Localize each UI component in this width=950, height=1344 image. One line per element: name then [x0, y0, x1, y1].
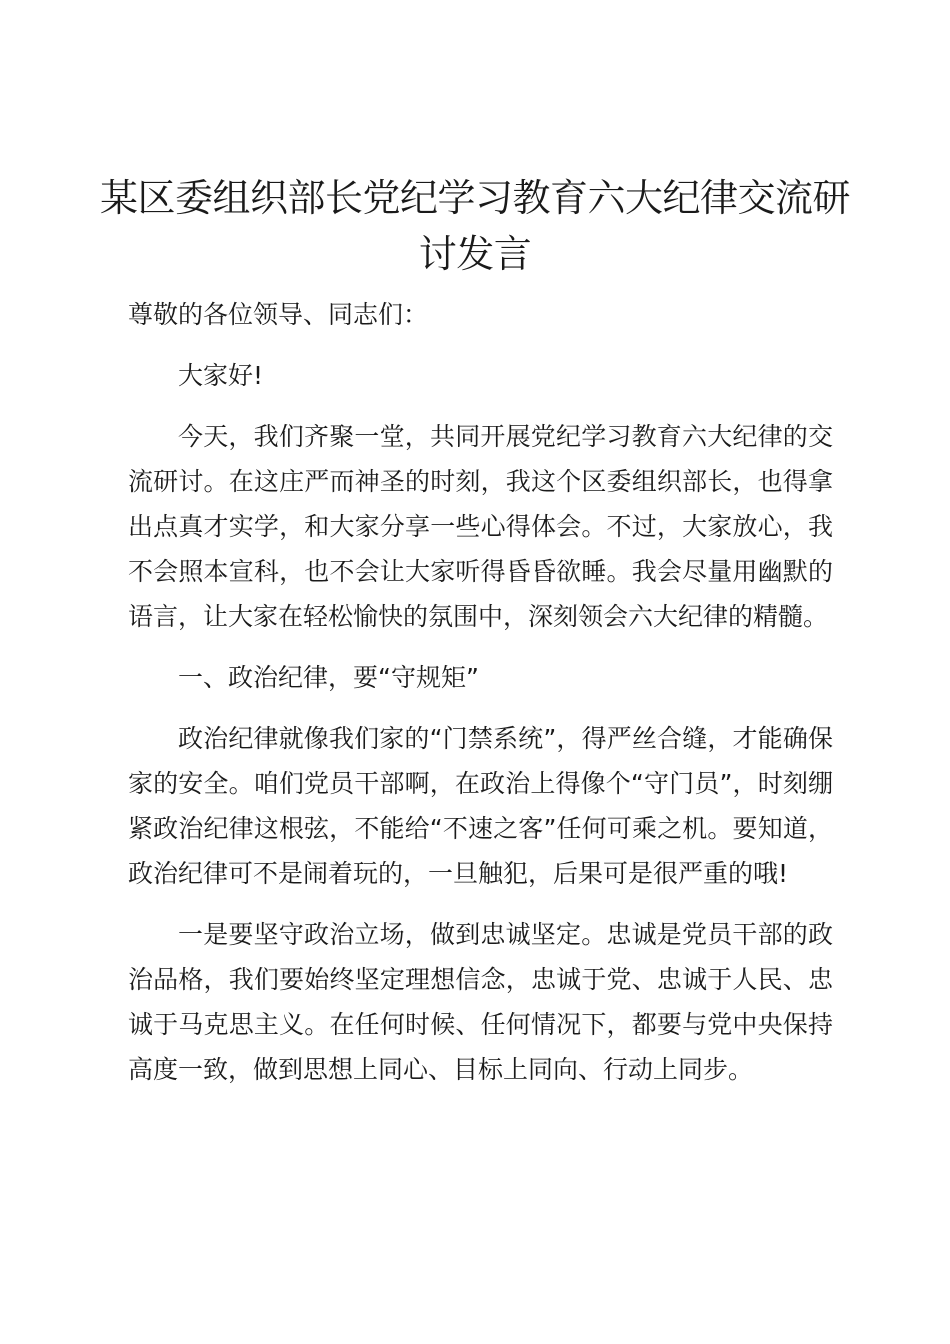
document-title: 某区委组织部长党纪学习教育六大纪律交流研讨发言	[100, 176, 851, 276]
document-body	[128, 292, 833, 1108]
paragraph-greeting: 大家好!	[178, 361, 264, 390]
paragraph-intro: 今天，我们齐聚一堂，共同开展党纪学习教育六大纪律的交流研讨。在这庄严而神圣的时刻，我这个区委组织部长，也得拿出点真才实学，和大家分享一些心得体会。不过，大家放心，我不会照本宣科，也不会让大家听得昏昏欲睡。我会尽量用幽默的语言，让大家在轻松愉快的氛围中，深刻领会六大纪律的精髓。	[128, 422, 833, 631]
paragraph-point-one: 一是要坚守政治立场，做到忠诚坚定。忠诚是党员干部的政治品格，我们要始终坚定理想信念，忠诚于党、忠诚于人民、忠诚于马克思主义。在任何时候、任何情况下，都要与党中央保持高度一致，做到思想上同心、目标上同向、行动上同步。	[128, 920, 833, 1084]
salutation: 尊敬的各位领导、同志们：	[128, 300, 429, 329]
paragraph-political-discipline: 政治纪律就像我们家的“门禁系统”，得严丝合缝，才能确保家的安全。咱们党员干部啊，在政治上得像个“守门员”，时刻绷紧政治纪律这根弦，不能给“不速之客”任何可乘之机。要知道，政治纪律可不是闹着玩的，一旦触犯，后果可是很严重的哦!	[128, 724, 833, 888]
section-heading-political-discipline: 一、政治纪律，要“守规矩”	[178, 663, 479, 692]
